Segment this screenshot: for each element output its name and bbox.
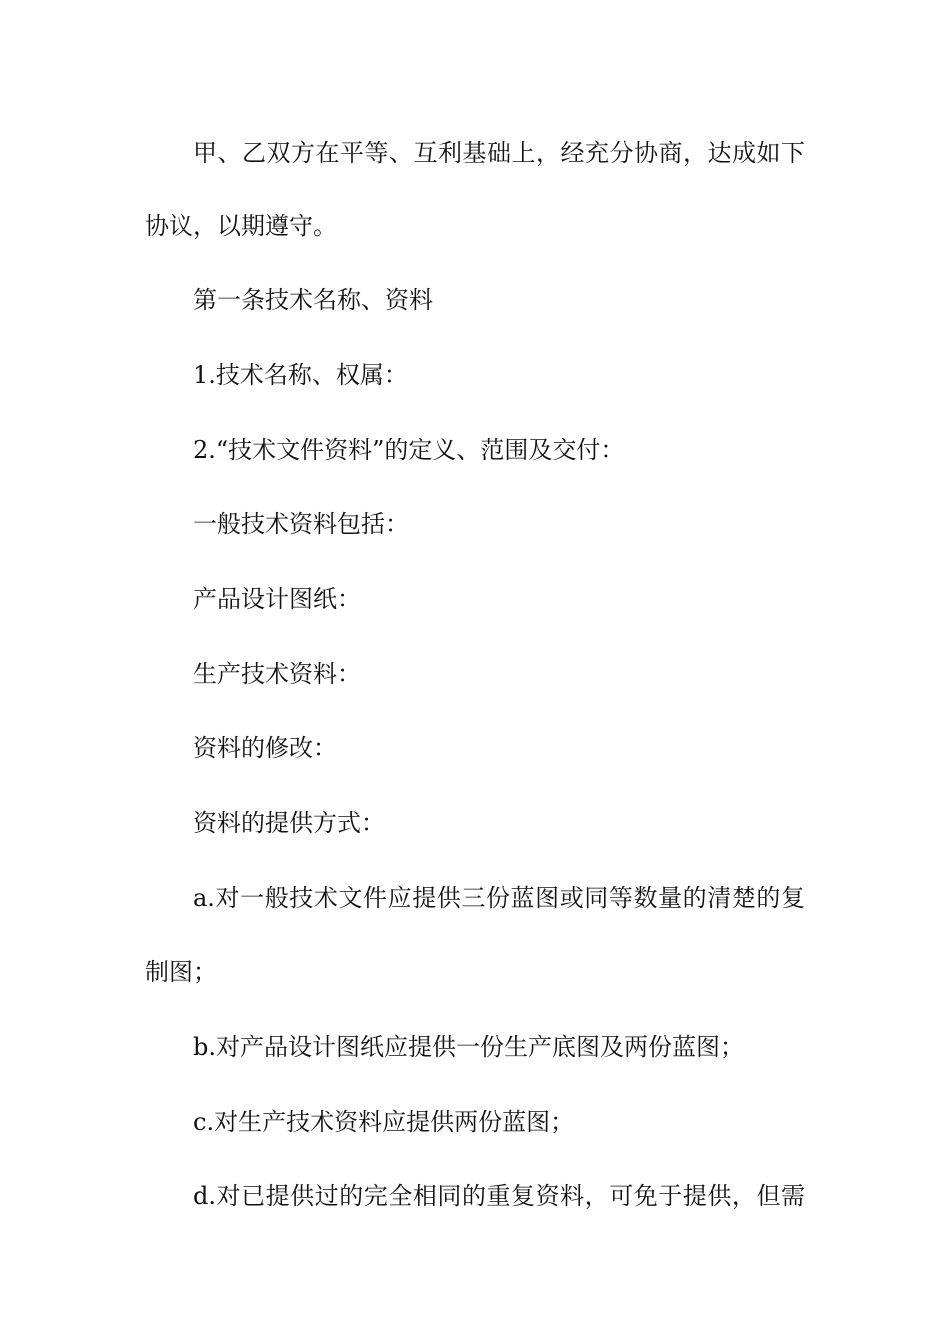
- section-heading: 第一条技术名称、资料: [193, 286, 433, 314]
- list-item-line: 制图；: [145, 958, 217, 986]
- paragraph-line: 生产技术资料：: [193, 660, 361, 688]
- paragraph-line: 资料的修改：: [193, 734, 337, 762]
- paragraph-line: 产品设计图纸：: [193, 585, 361, 613]
- list-item-line: b.对产品设计图纸应提供一份生产底图及两份蓝图；: [193, 1033, 744, 1061]
- list-item-line: c.对生产技术资料应提供两份蓝图；: [193, 1108, 575, 1136]
- paragraph-line: 一般技术资料包括：: [193, 510, 409, 538]
- paragraph-line: 甲、乙双方在平等、互利基础上，经充分协商，达成如下: [193, 139, 805, 167]
- paragraph-line: 协议，以期遵守。: [145, 212, 337, 240]
- list-item-line: d.对已提供过的完全相同的重复资料，可免于提供，但需: [193, 1182, 805, 1210]
- list-item-line: a.对一般技术文件应提供三份蓝图或同等数量的清楚的复: [193, 884, 805, 912]
- paragraph-line: 1.技术名称、权属：: [193, 361, 408, 389]
- paragraph-line: 资料的提供方式：: [193, 809, 385, 837]
- paragraph-line: 2.“技术文件资料”的定义、范围及交付：: [193, 436, 625, 464]
